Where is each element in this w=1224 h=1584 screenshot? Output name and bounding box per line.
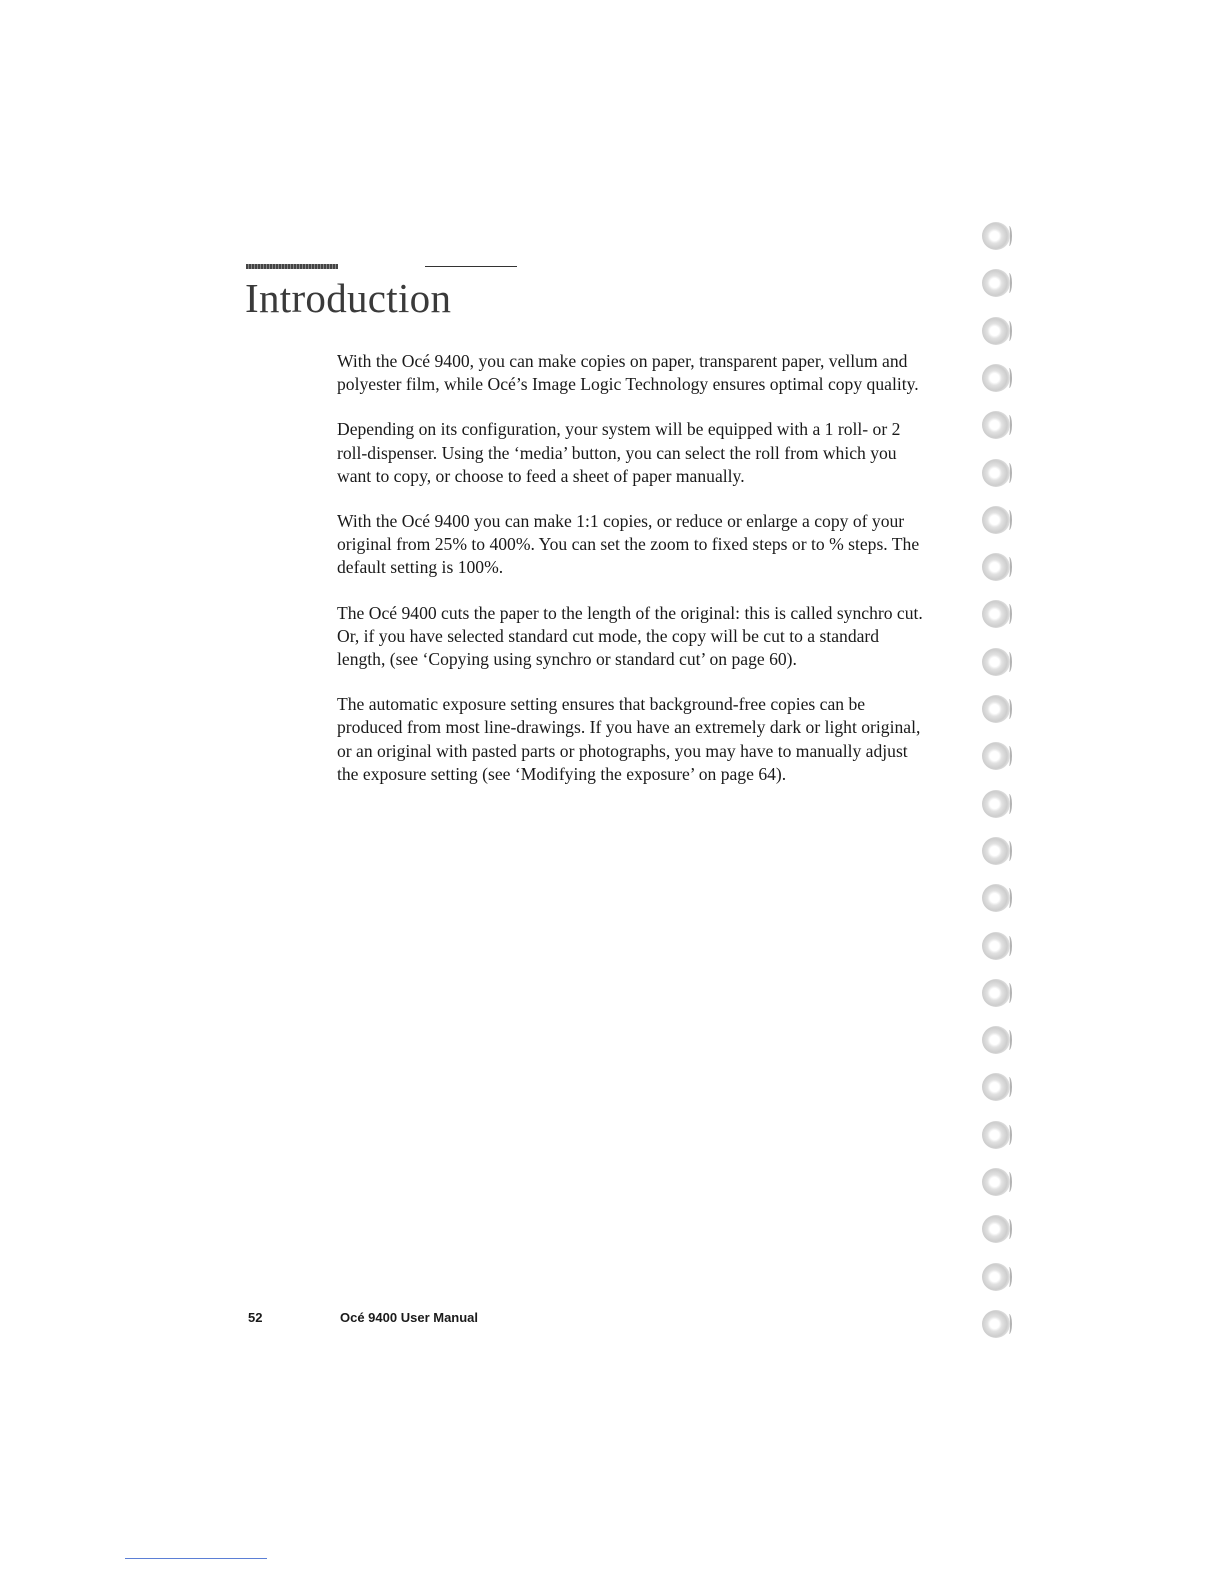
binder-hole bbox=[982, 979, 1010, 1007]
binder-hole bbox=[982, 742, 1010, 770]
binder-hole bbox=[982, 1073, 1010, 1101]
binder-hole bbox=[982, 411, 1010, 439]
body-text bbox=[337, 350, 927, 808]
bottom-rule bbox=[125, 1558, 267, 1559]
heading-rule-right bbox=[425, 266, 517, 267]
binder-hole bbox=[982, 459, 1010, 487]
binder-hole bbox=[982, 837, 1010, 865]
binder-hole bbox=[982, 790, 1010, 818]
binder-hole bbox=[982, 1263, 1010, 1291]
page-number: 52 bbox=[248, 1310, 263, 1325]
binder-hole bbox=[982, 1168, 1010, 1196]
binder-hole bbox=[982, 1026, 1010, 1054]
paragraph-cut-mode: The Océ 9400 cuts the paper to the length of the original: this is called synchro cut. Or, if you have selected standard cut mode, the copy will be cut to a standard length, (see ‘Copying using synchro or standard cut’ on page 60). bbox=[337, 602, 923, 670]
binder-hole bbox=[982, 1310, 1010, 1338]
binder-hole bbox=[982, 222, 1010, 250]
binder-hole bbox=[982, 553, 1010, 581]
binder-hole bbox=[982, 648, 1010, 676]
binder-hole bbox=[982, 884, 1010, 912]
binder-hole bbox=[982, 600, 1010, 628]
section-heading: Introduction bbox=[245, 275, 452, 321]
binder-hole bbox=[982, 317, 1010, 345]
paragraph-exposure: The automatic exposure setting ensures that background-free copies can be produced from most line-drawings. If you have an extremely dark or light original, or an original with pasted parts or photographs, you may have to manually adjust the exposure setting (see ‘Modifying the exposure’ on page 64). bbox=[337, 694, 921, 784]
paragraph-media-types: With the Océ 9400, you can make copies on paper, transparent paper, vellum and polyester film, while Océ’s Image Logic Technology ensures optimal copy quality. bbox=[337, 351, 919, 395]
binder-hole bbox=[982, 506, 1010, 534]
binder-hole bbox=[982, 932, 1010, 960]
binder-hole bbox=[982, 364, 1010, 392]
paragraph-zoom: With the Océ 9400 you can make 1:1 copies, or reduce or enlarge a copy of your original from 25% to 400%. You can set the zoom to fixed steps or to % steps. The default setting is 100%. bbox=[337, 511, 920, 578]
binder-hole bbox=[982, 1215, 1010, 1243]
binder-holes bbox=[982, 222, 1022, 1362]
paragraph-roll-dispenser: Depending on its configuration, your system will be equipped with a 1 roll- or 2 roll-dispenser. Using the ‘media’ button, you can select the roll from which you want to copy, or choose to feed a sheet of paper manually. bbox=[337, 419, 901, 486]
heading-rule-left bbox=[246, 264, 338, 269]
binder-hole bbox=[982, 269, 1010, 297]
binder-hole bbox=[982, 1121, 1010, 1149]
binder-hole bbox=[982, 695, 1010, 723]
manual-title: Océ 9400 User Manual bbox=[340, 1310, 479, 1325]
